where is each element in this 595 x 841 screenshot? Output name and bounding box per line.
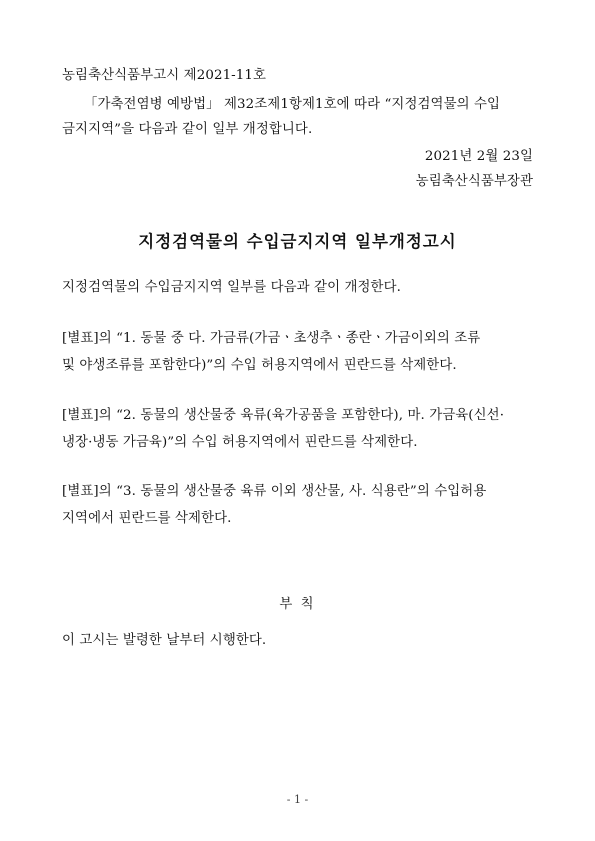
paragraph-1-line-2: 및 야생조류를 포함한다)”의 수입 허용지역에서 핀란드를 삭제한다.: [62, 358, 457, 373]
paragraph-3-line-2: 지역에서 핀란드를 삭제한다.: [62, 511, 232, 526]
addendum-text: 이 고시는 발령한 날부터 시행한다.: [62, 633, 267, 648]
notice-number: 농림축산식품부고시 제2021-11호: [62, 68, 267, 83]
issuer: 농림축산식품부장관: [415, 174, 533, 189]
lead-text: 지정검역물의 수입금지지역 일부를 다음과 같이 개정한다.: [62, 280, 401, 295]
notice-date: 2021년 2월 23일: [424, 149, 533, 164]
intro-line-1: 「가축전염병 예방법」 제32조제1항제1호에 따라 “지정검역물의 수입: [84, 97, 501, 112]
page-number: - 1 -: [286, 793, 309, 806]
document-title: 지정검역물의 수입금지지역 일부개정고시: [138, 232, 457, 251]
paragraph-2-line-1: [별표]의 “2. 동물의 생산물중 육류(육가공품을 포함한다), 마. 가금육(신선·: [62, 408, 505, 423]
paragraph-1-line-1: [별표]의 “1. 동물 중 다. 가금류(가금ㆍ초생추ㆍ종란ㆍ가금이외의 조류: [62, 331, 481, 346]
addendum-heading: 부 칙: [279, 597, 316, 612]
paragraph-3-line-1: [별표]의 “3. 동물의 생산물중 육류 이외 생산물, 사. 식용란”의 수입허용: [62, 484, 487, 499]
intro-line-2: 금지지역”을 다음과 같이 일부 개정합니다.: [62, 122, 313, 137]
paragraph-2-line-2: 냉장·냉동 가금육)”의 수입 허용지역에서 핀란드를 삭제한다.: [62, 435, 418, 450]
